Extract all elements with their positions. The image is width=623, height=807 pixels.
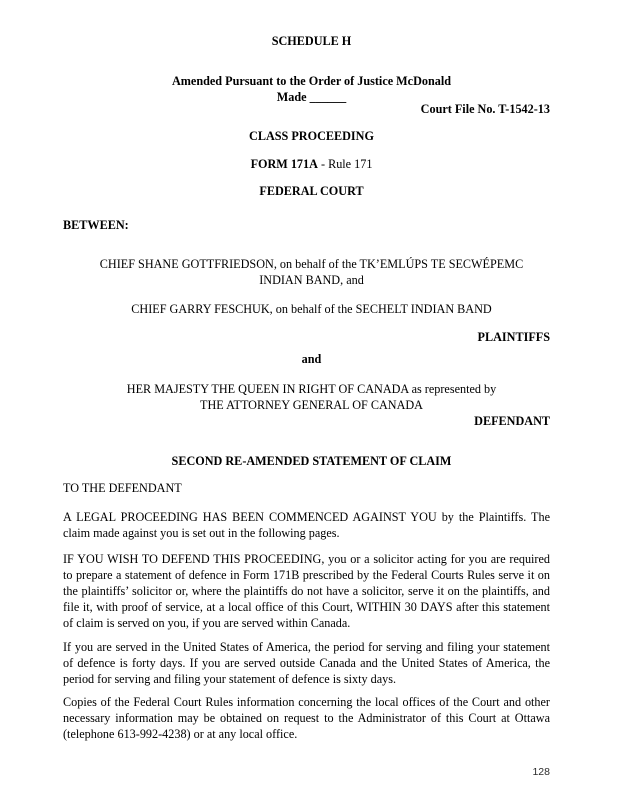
court-file-number: Court File No. T-1542-13 (420, 102, 550, 116)
amendment-note-line2: Made ______ (276, 90, 347, 104)
form-line (0, 156, 623, 172)
claim-paragraph-1: A LEGAL PROCEEDING HAS BEEN COMMENCED AGAINST YOU by the Plaintiffs. The claim made against you is set out in the following pages. (63, 510, 550, 540)
between-label: BETWEEN: (63, 218, 129, 232)
defendant-party (0, 381, 623, 413)
proceeding-type: CLASS PROCEEDING (249, 129, 374, 143)
and-separator: and (301, 352, 322, 366)
page-number: 128 (532, 766, 550, 778)
plaintiff-2: CHIEF GARRY FESCHUK, on behalf of the SECHELT INDIAN BAND (131, 302, 492, 316)
defendant-label: DEFENDANT (474, 414, 550, 428)
claim-paragraph-2: IF YOU WISH TO DEFEND THIS PROCEEDING, you or a solicitor acting for you are required to prepare a statement of defence in Form 171B prescribed by the Federal Courts Rules serve it on the plaintiffs’ solicitor or, where the plaintiffs do not have a solicitor, serve it on the plaintiffs, and file it, with proof of service, at a local office of this Court, WITHIN 30 DAYS after this statement of claim is served on you, if you are served within Canada. (63, 552, 550, 630)
claim-paragraph-4: Copies of the Federal Court Rules information concerning the local offices of the Court and other necessary information may be obtained on request to the Administrator of this Court at Ottawa (telephone 613-992-4238) or at any local office. (63, 695, 550, 741)
form-rule: - Rule 171 (317, 157, 373, 171)
plaintiff-1 (0, 256, 623, 288)
to-defendant-line: TO THE DEFENDANT (63, 481, 182, 495)
form-number: FORM 171A (250, 157, 318, 171)
claim-title: SECOND RE-AMENDED STATEMENT OF CLAIM (171, 454, 452, 468)
claim-paragraph-3: If you are served in the United States of America, the period for serving and filing your statement of defence is forty days. If you are served outside Canada and the United States of America, the period for serving and filing your statement of defence is sixty days. (63, 640, 550, 686)
plaintiff-1-line2: INDIAN BAND, and (259, 273, 364, 287)
plaintiffs-label: PLAINTIFFS (477, 330, 550, 344)
court-name: FEDERAL COURT (259, 184, 364, 198)
schedule-heading: SCHEDULE H (271, 34, 352, 48)
amendment-note-line1: Amended Pursuant to the Order of Justice McDonald (171, 74, 452, 88)
plaintiff-1-line1: CHIEF SHANE GOTTFRIEDSON, on behalf of the TK’EMLÚPS TE SECWÉPEMC (99, 257, 524, 271)
defendant-party-line2: THE ATTORNEY GENERAL OF CANADA (200, 398, 423, 412)
defendant-party-line1: HER MAJESTY THE QUEEN IN RIGHT OF CANADA as represented by (126, 382, 497, 396)
